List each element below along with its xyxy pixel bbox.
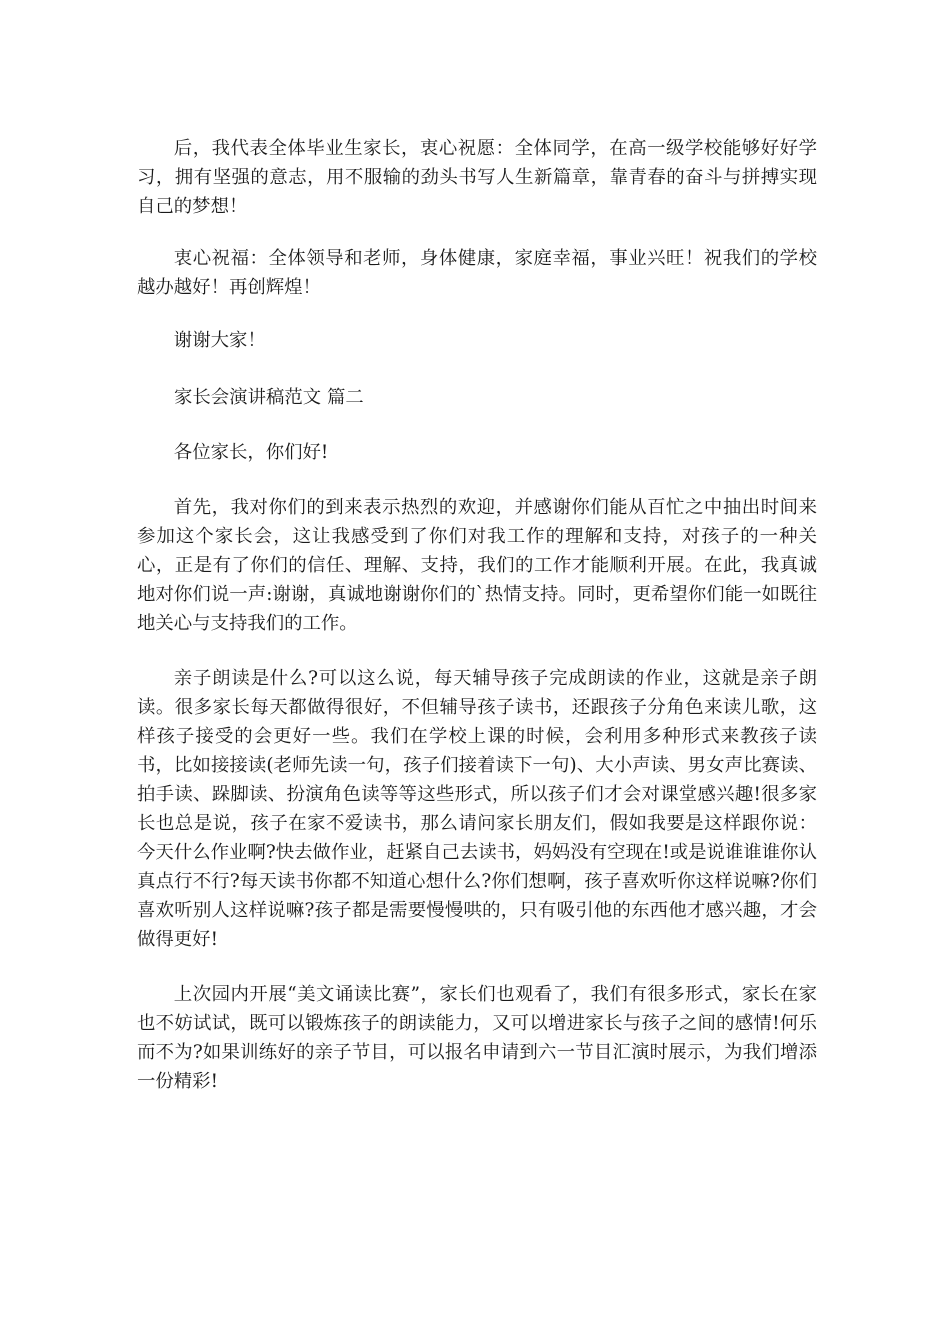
paragraph-closing-wishes: 后，我代表全体毕业生家长，衷心祝愿：全体同学，在高一级学校能够好好学习，拥有坚强的意志，用不服输的劲头书写人生新篇章，靠青春的奋斗与拼搏实现自己的梦想！ [137, 138, 817, 217]
paragraph-reading-contest: 上次园内开展“美文诵读比赛”，家长们也观看了，我们有很多形式，家长在家也不妨试试，既可以锻炼孩子的朗读能力，又可以增进家长与孩子之间的感情!何乐而不为?如果训练好的亲子节目，可以报名申请到六一节目汇演时展示，为我们增添一份精彩! [137, 984, 817, 1092]
paragraph-thanks: 谢谢大家！ [173, 330, 266, 351]
paragraph-greeting: 各位家长，你们好! [173, 442, 329, 463]
paragraph-welcome: 首先，我对你们的到来表示热烈的欢迎，并感谢你们能从百忙之中抽出时间来参加这个家长会，这让我感受到了你们对我工作的理解和支持，对孩子的一种关心，正是有了你们的信任、理解、支持，我们的工作才能顺利开展。在此，我真诚地对你们说一声:谢谢，真诚地谢谢你们的`热情支持。同时，更希望你们能一如既往地关心与支持我们的工作。 [137, 497, 817, 634]
paragraph-parent-child-reading: 亲子朗读是什么?可以这么说，每天辅导孩子完成朗读的作业，这就是亲子朗读。很多家长每天都做得很好，不但辅导孩子读书，还跟孩子分角色来读儿歌，这样孩子接受的会更好一些。我们在学校上课的时候，会利用多种形式来教孩子读书，比如接接读(老师先读一句，孩子们接着读下一句)、大小声读、男女声比赛读、拍手读、跺脚读、扮演角色读等等这些形式，所以孩子们才会对课堂感兴趣!很多家长也总是说，孩子在家不爱读书，那么请问家长朋友们，假如我要是这样跟你说：今天什么作业啊?快去做作业，赶紧自己去读书，妈妈没有空现在!或是说谁谁谁你认真点行不行?每天读书你都不知道心想什么?你们想啊，孩子喜欢听你这样说嘛?你们喜欢听别人这样说嘛?孩子都是需要慢慢哄的，只有吸引他的东西他才感兴趣，才会做得更好! [137, 668, 817, 950]
paragraph-blessing: 衷心祝福：全体领导和老师，身体健康，家庭幸福，事业兴旺！祝我们的学校越办越好！再创辉煌！ [137, 248, 817, 298]
document-body [137, 134, 817, 1122]
section-heading: 家长会演讲稿范文 篇二 [174, 387, 364, 408]
